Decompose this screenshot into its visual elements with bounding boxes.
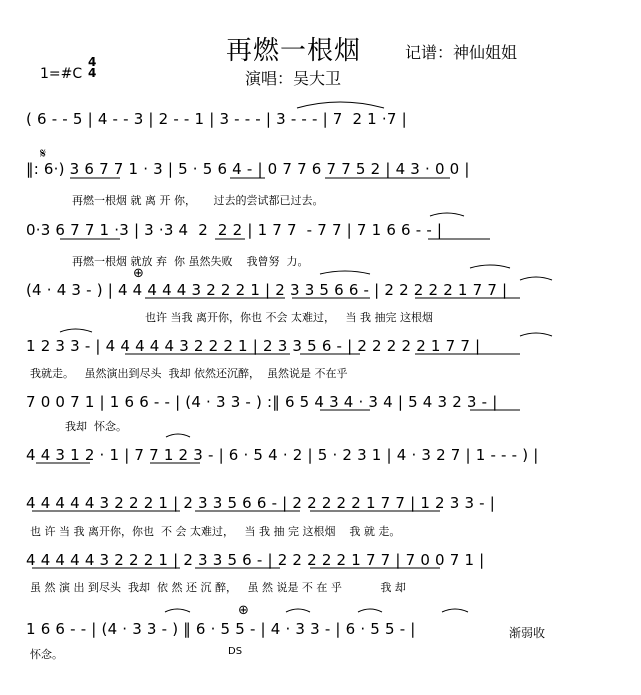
lyric-line-1: 再燃一根烟 就 离 开 你， 过去的尝试都已过去。 [72, 194, 324, 207]
slur [166, 434, 190, 437]
score-line-6: 7 0 0 7 1 | 1 6 6 - - | (4 · 3 3 - ) :‖ 6 5 4 3 4 · 3 4 | 5 4 3 2 3 - | [26, 393, 498, 411]
transcriber-credit: 记谱：神仙姐姐 [405, 43, 518, 62]
lyric-line-2: 再燃一根烟 就放 弃 你 虽然失败 我曾努 力。 [72, 255, 309, 268]
score-line-4: (4 · 4 3 - ) | 4 4 4 4 4 3 2 2 2 1 | 2 3 3 5 6 6 - | 2 2 2 2 2 1 7 7 | [26, 281, 508, 299]
slur [286, 609, 310, 612]
score-line-5: 1 2 3 3 - | 4 4 4 4 4 3 2 2 2 1 | 2 3 3 5 6 - | 2 2 2 2 2 1 7 7 | [26, 337, 481, 355]
time-signature [88, 57, 96, 79]
score-line-3: 0·3 6 7 7 1 ·3 | 3 ·3 4 2 2 2 | 1 7 7 - 7 7 | 7 1 6 6 - - | [26, 221, 443, 239]
lyric-line-3: 也许 当我 离开你，你也 不会 太难过， 当 我 抽完 这根烟 [145, 311, 433, 324]
score-line-1: ( 6 - - 5 | 4 - - 3 | 2 - - 1 | 3 - - - | 3 - - - | 7 2 1 ·7 | [26, 110, 407, 128]
ds-mark: DS [228, 646, 243, 657]
lyric-line-5: 我却 怀念。 [65, 420, 127, 433]
meter-top: 4 [88, 55, 97, 69]
slur [60, 329, 92, 332]
slur [520, 333, 552, 336]
slur [320, 271, 370, 274]
slur [430, 213, 464, 216]
segno-mark: 𝄋 [40, 146, 47, 162]
slur [358, 609, 382, 612]
singer-credit: 演唱：吴大卫 [245, 69, 342, 88]
lyric-line-8: 怀念。 [30, 648, 63, 661]
score-line-8: 4 4 4 4 4 3 2 2 2 1 | 2 3 3 5 6 6 - | 2 2 2 2 2 1 7 7 | 1 2 3 3 - | [26, 494, 496, 512]
coda-mark-1: ⊕ [133, 266, 144, 281]
slur [165, 609, 190, 612]
score-line-7: 4 4 3 1 2 · 1 | 7 7 1 2 3 - | 6 · 5 4 · 2 | 5 · 2 3 1 | 4 · 3 2 7 | 1 - - - ) | [26, 446, 539, 464]
key-signature: 1=#C [40, 66, 83, 82]
fade-instruction: 渐弱收 [509, 626, 546, 640]
coda-mark-2: ⊕ [238, 603, 249, 618]
song-title: 再燃一根烟 [226, 36, 362, 66]
lyric-line-7: 虽 然 演 出 到尽头 我却 依 然 还 沉 醉， 虽 然 说是 不 在 乎 我 却 [30, 581, 406, 594]
score-line-2: ‖: 6·) 3 6 7 7 1 · 3 | 5 · 5 6 4 - | 0 7 7 6 7 7 5 2 | 4 3 · 0 0 | [26, 160, 470, 178]
score-line-10: 1 6 6 - - | (4 · 3 3 - ) ‖ 6 · 5 5 - | 4 · 3 3 - | 6 · 5 5 - | [26, 620, 416, 638]
slur [442, 609, 468, 612]
lyric-line-6: 也 许 当 我 离开你，你也 不 会 太难过， 当 我 抽 完 这根烟 我 就 走。 [30, 525, 401, 538]
lyric-line-4: 我就走。 虽然演出到尽头 我却 依然还沉醉， 虽然说是 不在乎 [30, 367, 348, 380]
slur [520, 277, 552, 280]
slur [297, 102, 384, 108]
score-line-9: 4 4 4 4 4 3 2 2 2 1 | 2 3 3 5 6 - | 2 2 2 2 2 1 7 7 | 7 0 0 7 1 | [26, 551, 485, 569]
meter-bottom: 4 [88, 66, 97, 80]
